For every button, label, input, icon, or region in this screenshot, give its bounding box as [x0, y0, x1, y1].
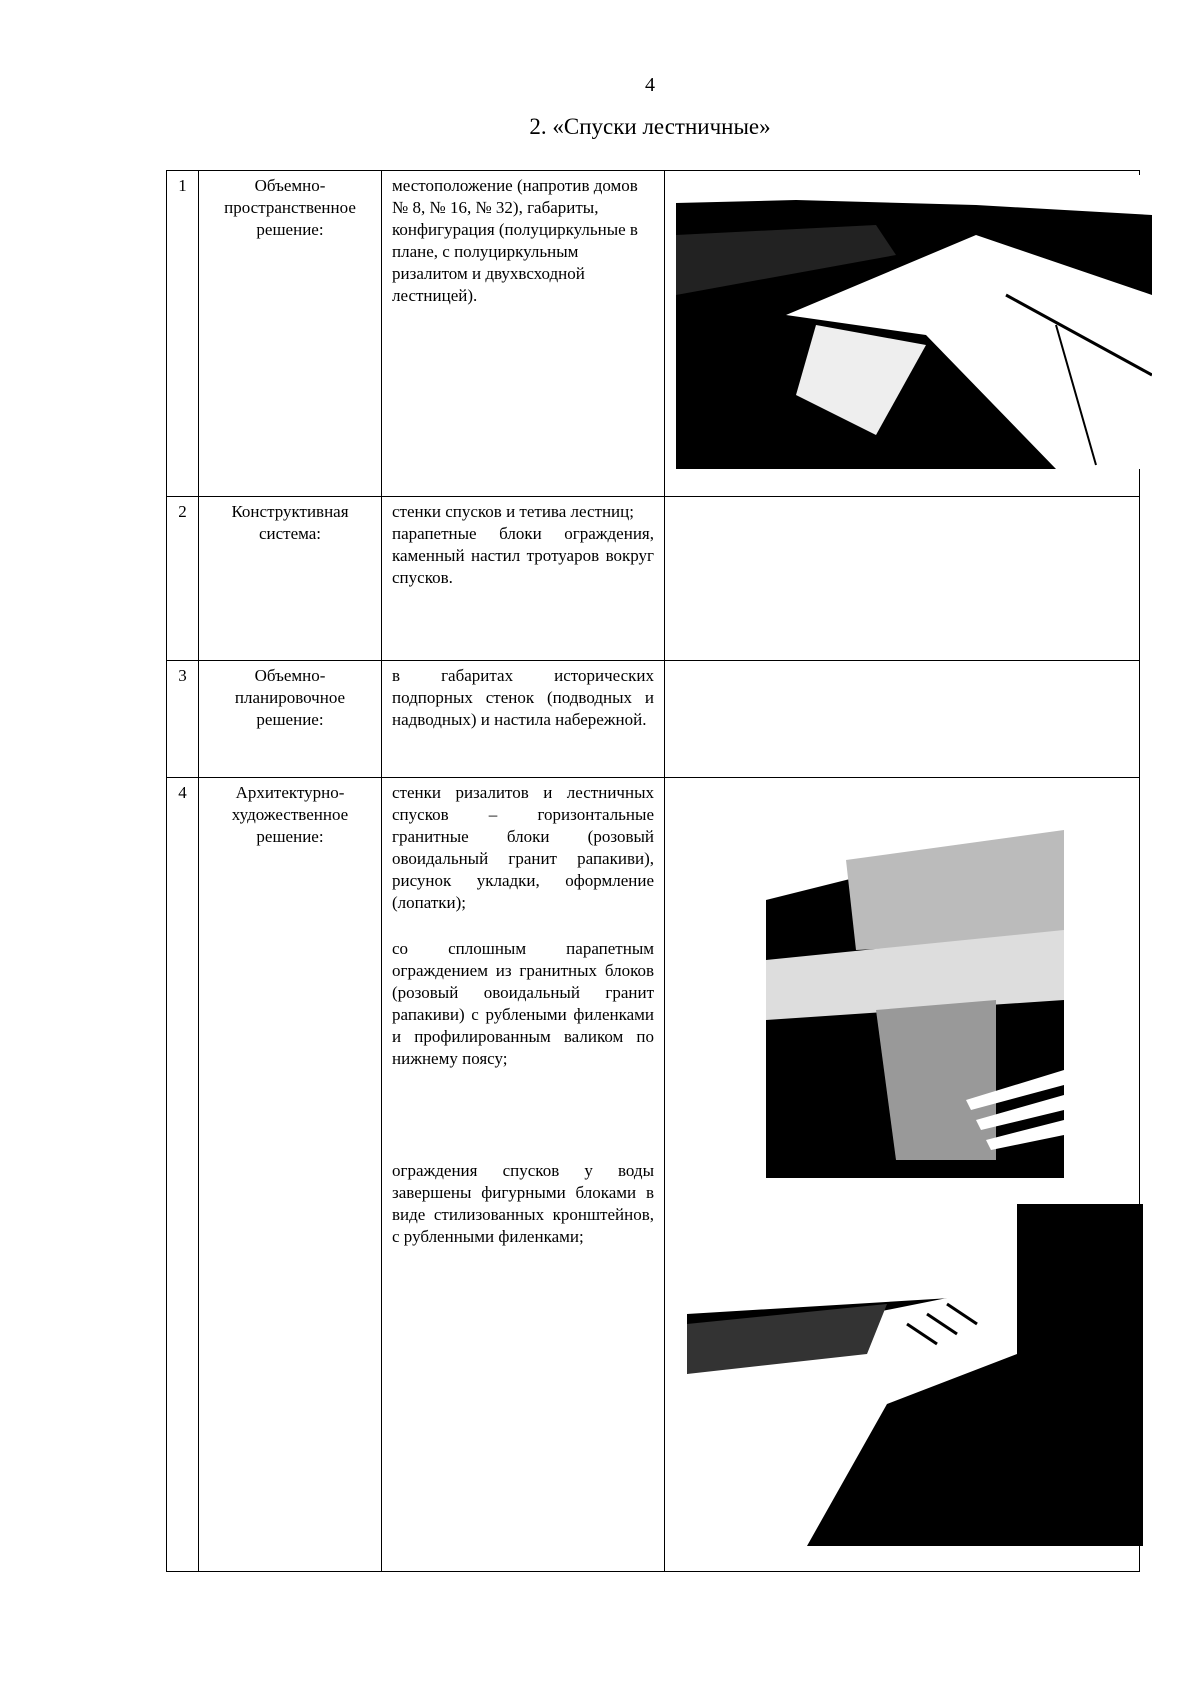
- page-number: 4: [645, 74, 655, 96]
- section-title: 2. «Спуски лестничные»: [529, 114, 771, 139]
- attribute-name: Объемно-пространственное решение:: [199, 171, 382, 497]
- staircase-photo: [766, 780, 1064, 1178]
- description-paragraph: местоположение (напротив домов № 8, № 16, № 32), габариты, конфигурация (полуциркульные в плане, с полуциркульным ризалитом и двухвсходной лестницей).: [392, 176, 638, 305]
- description-paragraph: парапетные блоки ограждения, каменный настил тротуаров вокруг спусков.: [392, 524, 654, 587]
- table-row: [167, 497, 1140, 661]
- properties-table: [166, 170, 1140, 1572]
- description-paragraph: ограждения спусков у воды завершены фигурными блоками в виде стилизованных кронштейнов, с рубленными филенками;: [392, 1161, 654, 1246]
- embankment-photo: [676, 175, 1152, 469]
- row-number: 3: [167, 661, 199, 778]
- description-paragraph: со сплошным парапетным ограждением из гранитных блоков (розовый овоидальный гранит рапакиви) с рублеными филенками и профилированным валиком по нижнему поясу;: [392, 939, 654, 1068]
- attribute-description: [382, 497, 665, 661]
- photo-cell: [665, 661, 1140, 778]
- description-paragraph: стенки спусков и тетива лестниц;: [392, 502, 634, 521]
- description-paragraph: стенки ризалитов и лестничных спусков – горизонтальные гранитные блоки (розовый овоидальный гранит рапакиви), рисунок укладки, оформление (лопатки);: [392, 783, 654, 912]
- description-paragraph: в габаритах исторических подпорных стенок (подводных и надводных) и настила набережной.: [392, 666, 654, 729]
- table-row: [167, 661, 1140, 778]
- attribute-name: Объемно-планировочное решение:: [199, 661, 382, 778]
- descent-photo: [687, 1204, 1143, 1546]
- attribute-description: [382, 778, 665, 1572]
- photo-cell: [665, 778, 1140, 1572]
- attribute-name: Архитектурно-художественное решение:: [199, 778, 382, 1572]
- attribute-description: [382, 661, 665, 778]
- row-number: 1: [167, 171, 199, 497]
- table-row: [167, 171, 1140, 497]
- row-number: 2: [167, 497, 199, 661]
- photo-cell: [665, 497, 1140, 661]
- attribute-description: [382, 171, 665, 497]
- row-number: 4: [167, 778, 199, 1572]
- photo-cell: [665, 171, 1140, 497]
- attribute-name: Конструктивная система:: [199, 497, 382, 661]
- table-row: [167, 778, 1140, 1572]
